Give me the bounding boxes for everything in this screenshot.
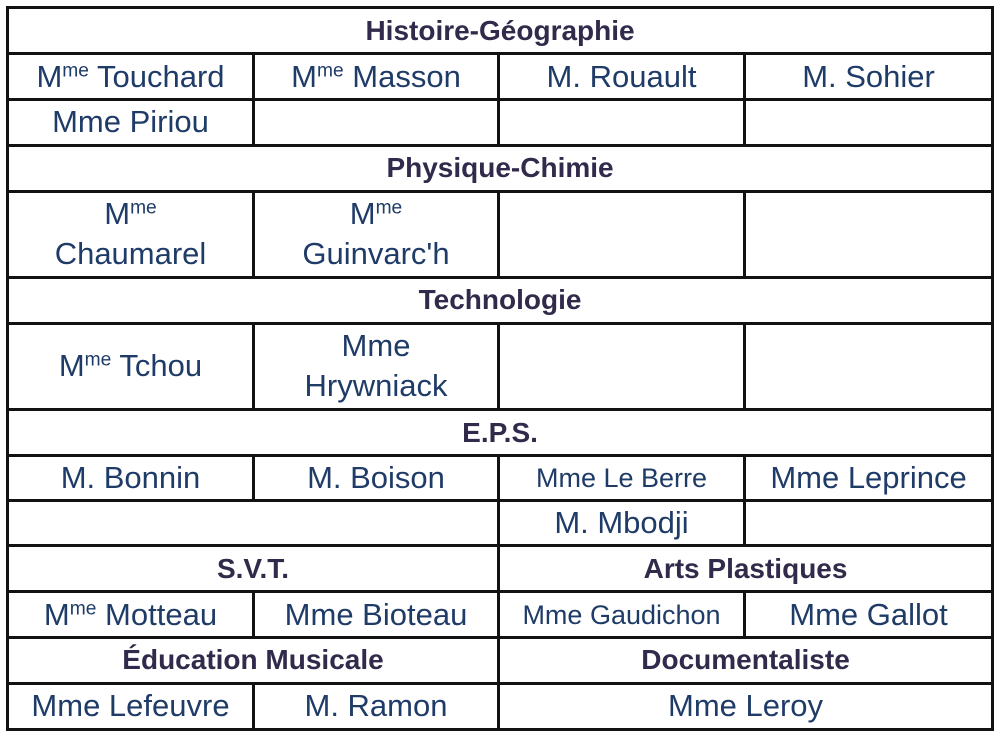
subject-eps: E.P.S. [8, 410, 993, 455]
teacher-lefeuvre: Mme Lefeuvre [8, 683, 254, 729]
empty-cell [499, 191, 745, 278]
title-prefix: M [43, 596, 70, 632]
empty-cell [745, 323, 993, 410]
title-superscript: me [375, 197, 403, 219]
subject-row-svt-arts [8, 546, 993, 591]
teacher-le-berre: Mme Le Berre [499, 455, 745, 500]
empty-cell [745, 99, 993, 145]
teacher-surname: Touchard [88, 58, 225, 94]
teacher-row [8, 591, 993, 637]
subject-technologie: Technologie [8, 278, 993, 323]
empty-cell [499, 99, 745, 145]
title-prefix: M [36, 58, 63, 94]
title-superscript: me [316, 60, 344, 81]
teacher-row [8, 191, 993, 278]
title-prefix: M [58, 348, 85, 384]
subject-arts-plastiques: Arts Plastiques [499, 546, 993, 591]
empty-cell [499, 323, 745, 410]
teacher-ramon: M. Ramon [254, 683, 499, 729]
subject-row-eps [8, 410, 993, 455]
teacher-surname: Motteau [96, 596, 218, 632]
subject-svt: S.V.T. [8, 546, 499, 591]
teachers-table [6, 6, 994, 731]
empty-cell [254, 99, 499, 145]
subject-physique-chimie: Physique-Chimie [8, 146, 993, 191]
empty-cell [745, 191, 993, 278]
teacher-touchard [8, 54, 254, 99]
teacher-rouault: M. Rouault [499, 54, 745, 99]
teacher-surname: Hrywniack [304, 368, 448, 404]
title-superscript: me [62, 60, 89, 81]
empty-cell [745, 501, 993, 546]
teacher-masson [254, 54, 499, 99]
title-prefix: M [291, 58, 317, 94]
teacher-surname: Masson [343, 58, 461, 94]
teacher-row [8, 501, 993, 546]
subject-documentaliste: Documentaliste [499, 638, 993, 683]
teacher-gallot: Mme Gallot [745, 591, 993, 637]
teacher-tchou [8, 323, 254, 410]
teacher-surname: Chaumarel [54, 236, 207, 272]
title-superscript: me [69, 597, 97, 619]
subject-row-technologie [8, 278, 993, 323]
teacher-mbodji: M. Mbodji [499, 501, 745, 546]
teacher-row [8, 455, 993, 500]
teacher-hrywniack [254, 323, 499, 410]
teacher-leprince: Mme Leprince [745, 455, 993, 500]
subject-row-histoire-geo [8, 8, 993, 54]
teacher-guinvarch [254, 191, 499, 278]
empty-cell [8, 501, 499, 546]
teacher-surname: Tchou [111, 348, 203, 384]
teacher-piriou: Mme Piriou [8, 99, 254, 145]
teacher-sohier: M. Sohier [745, 54, 993, 99]
teacher-bonnin: M. Bonnin [8, 455, 254, 500]
teacher-row [8, 54, 993, 99]
teacher-row [8, 323, 993, 410]
teacher-boison: M. Boison [254, 455, 499, 500]
title-superscript: me [84, 349, 112, 371]
teacher-chaumarel [8, 191, 254, 278]
teacher-gaudichon: Mme Gaudichon [499, 591, 745, 637]
title-prefix: M [349, 196, 376, 232]
teacher-row [8, 99, 993, 145]
title-prefix: Mme [341, 328, 411, 364]
teacher-motteau [8, 591, 254, 637]
teacher-bioteau: Mme Bioteau [254, 591, 499, 637]
teacher-row [8, 683, 993, 729]
teacher-surname: Guinvarc'h [302, 236, 450, 272]
subject-education-musicale: Éducation Musicale [8, 638, 499, 683]
subject-row-musique-doc [8, 638, 993, 683]
teacher-leroy: Mme Leroy [499, 683, 993, 729]
subject-histoire-geographie: Histoire-Géographie [8, 8, 993, 54]
title-superscript: me [130, 197, 157, 219]
subject-row-physique-chimie [8, 146, 993, 191]
title-prefix: M [104, 196, 131, 232]
